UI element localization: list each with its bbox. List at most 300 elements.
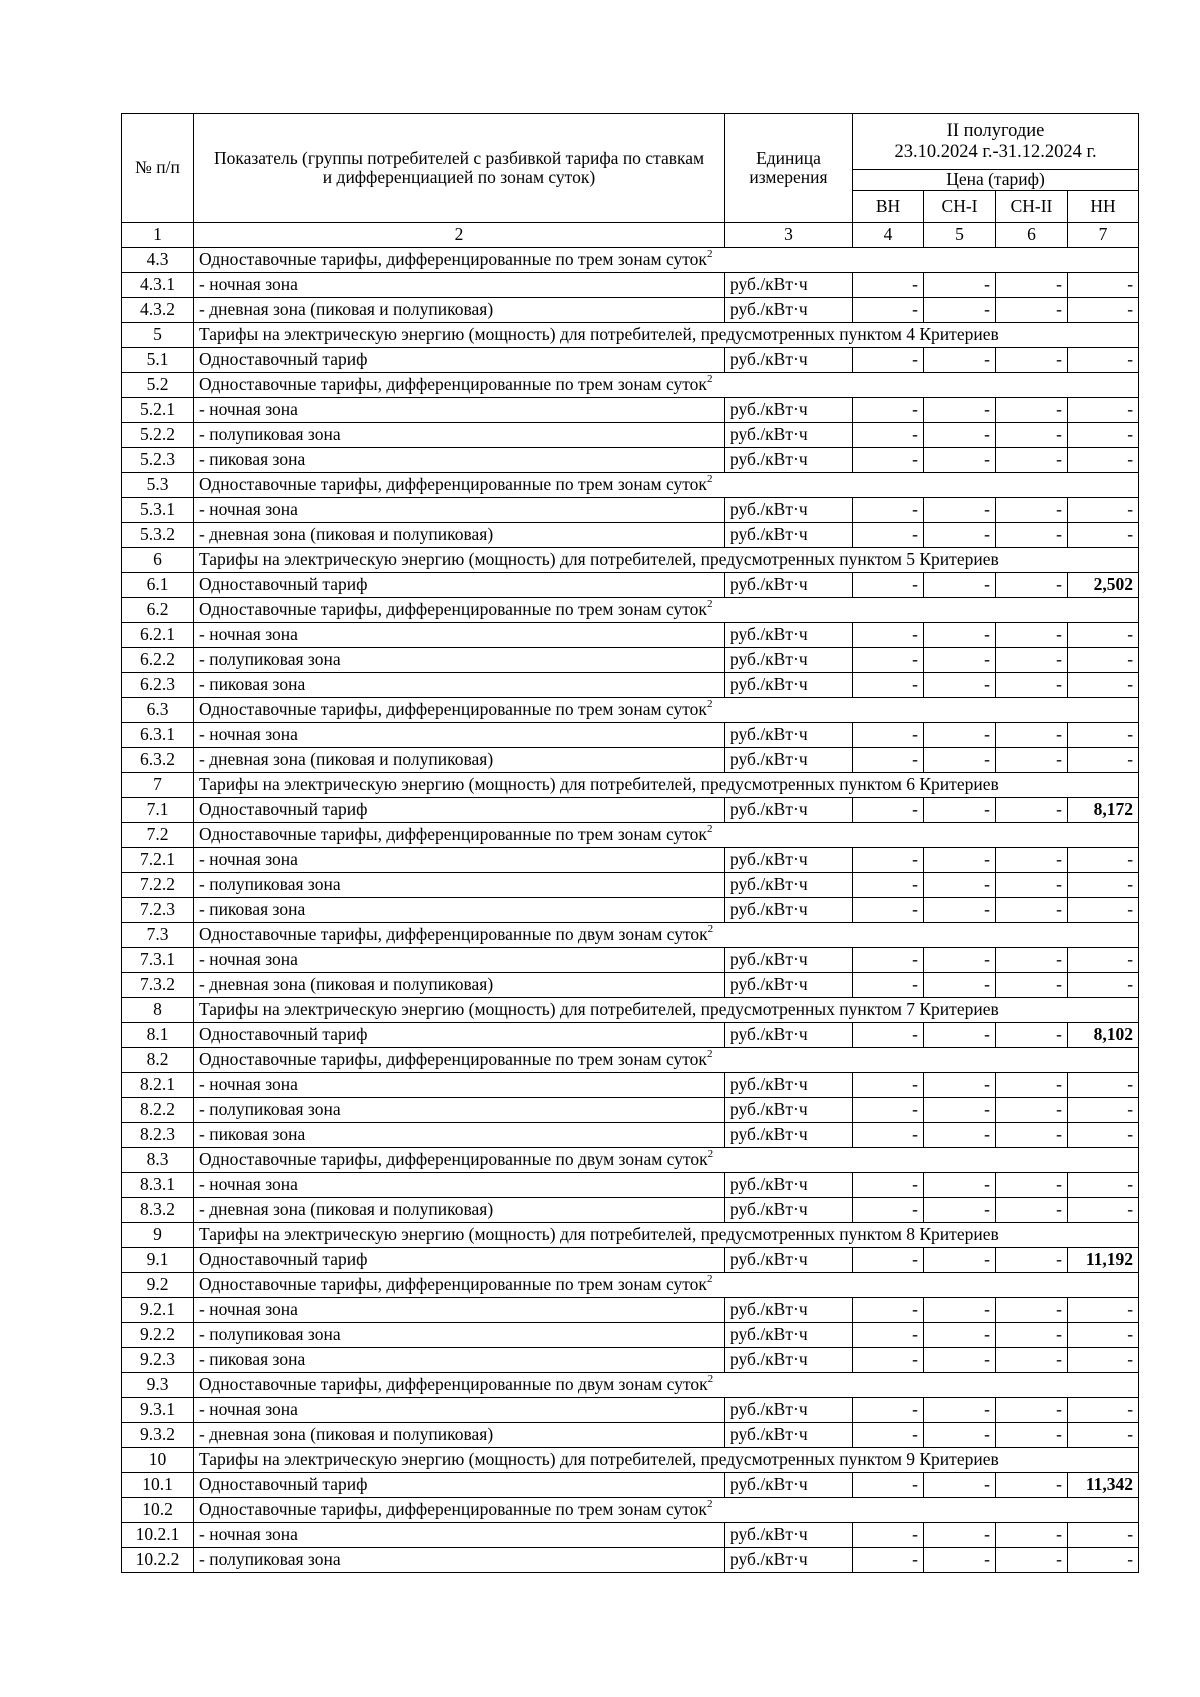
row-indicator <box>194 598 1139 623</box>
row-unit: руб./кВт·ч <box>725 1323 853 1348</box>
tariff-value: - <box>924 1073 996 1098</box>
row-unit: руб./кВт·ч <box>725 848 853 873</box>
row-number: 8.1 <box>122 1023 194 1048</box>
tariff-value: - <box>996 498 1068 523</box>
column-number: 2 <box>194 223 725 248</box>
tariff-value: - <box>996 873 1068 898</box>
tariff-value: - <box>853 1173 924 1198</box>
row-number: 6.2.2 <box>122 648 194 673</box>
tariff-value: - <box>996 573 1068 598</box>
row-indicator <box>194 1023 725 1048</box>
table-section-row <box>122 1223 1139 1248</box>
row-unit: руб./кВт·ч <box>725 498 853 523</box>
tariff-value: - <box>996 423 1068 448</box>
row-unit: руб./кВт·ч <box>725 873 853 898</box>
footnote-marker: 2 <box>707 923 714 936</box>
row-unit: руб./кВт·ч <box>725 1348 853 1373</box>
table-row <box>122 1173 1139 1198</box>
row-indicator <box>194 1173 725 1198</box>
row-number: 7.3.1 <box>122 948 194 973</box>
tariff-value: - <box>1068 398 1139 423</box>
tariff-value: - <box>996 748 1068 773</box>
tariff-value: - <box>924 1248 996 1273</box>
row-indicator <box>194 723 725 748</box>
tariff-value: - <box>1068 648 1139 673</box>
row-indicator-text: - ночная зона <box>199 1074 298 1095</box>
table-row <box>122 1323 1139 1348</box>
header-price: Цена (тариф) <box>853 170 1139 191</box>
tariff-value: - <box>853 673 924 698</box>
tariff-value: 11,342 <box>1068 1473 1139 1498</box>
table-row <box>122 1348 1139 1373</box>
row-unit: руб./кВт·ч <box>725 423 853 448</box>
row-number: 8.3 <box>122 1148 194 1173</box>
row-indicator-text: Одноставочные тарифы, дифференцированные по двум зонам суток <box>199 1374 708 1395</box>
row-indicator-text: Одноставочные тарифы, дифференцированные по трем зонам суток <box>199 599 707 620</box>
row-number: 9.3 <box>122 1373 194 1398</box>
tariff-value: - <box>924 948 996 973</box>
row-indicator-text: - дневная зона (пиковая и полупиковая) <box>199 749 494 770</box>
table-section-row <box>122 998 1139 1023</box>
row-indicator-text: Одноставочные тарифы, дифференцированные по трем зонам суток <box>199 1274 707 1295</box>
row-number: 6.3.1 <box>122 723 194 748</box>
tariff-value: - <box>1068 1073 1139 1098</box>
row-number: 8.3.2 <box>122 1198 194 1223</box>
tariff-value: - <box>924 1548 996 1573</box>
row-number: 8.2.1 <box>122 1073 194 1098</box>
row-number: 6.2.3 <box>122 673 194 698</box>
tariff-value: - <box>996 1123 1068 1148</box>
row-indicator-text: - пиковая зона <box>199 449 306 470</box>
table-section-row <box>122 548 1139 573</box>
row-number: 6.2 <box>122 598 194 623</box>
footnote-marker: 2 <box>706 598 713 611</box>
row-indicator <box>194 348 725 373</box>
row-unit: руб./кВт·ч <box>725 1023 853 1048</box>
row-unit: руб./кВт·ч <box>725 673 853 698</box>
tariff-value: - <box>853 523 924 548</box>
tariff-value: - <box>853 573 924 598</box>
table-section-row <box>122 1448 1139 1473</box>
table-row <box>122 1548 1139 1573</box>
tariff-value: - <box>996 1248 1068 1273</box>
tariff-value: - <box>996 448 1068 473</box>
row-indicator <box>194 498 725 523</box>
tariff-value: - <box>1068 523 1139 548</box>
column-number: 6 <box>996 223 1068 248</box>
table-row <box>122 1123 1139 1148</box>
row-indicator <box>194 1123 725 1148</box>
row-unit: руб./кВт·ч <box>725 1398 853 1423</box>
column-number: 1 <box>122 223 194 248</box>
row-number: 9 <box>122 1223 194 1248</box>
tariff-value: - <box>853 948 924 973</box>
row-indicator <box>194 648 725 673</box>
tariff-value: - <box>996 648 1068 673</box>
tariff-value: - <box>853 1398 924 1423</box>
row-indicator-text: - дневная зона (пиковая и полупиковая) <box>199 974 494 995</box>
row-indicator <box>194 548 1139 573</box>
row-number: 4.3.1 <box>122 273 194 298</box>
row-indicator-text: - полупиковая зона <box>199 874 341 895</box>
row-number: 5.2.1 <box>122 398 194 423</box>
tariff-value: - <box>1068 423 1139 448</box>
header-level-sn2: СН-II <box>996 191 1068 223</box>
tariff-value: - <box>996 798 1068 823</box>
row-indicator <box>194 523 725 548</box>
row-indicator <box>194 1323 725 1348</box>
table-row <box>122 1248 1139 1273</box>
row-number: 6.3 <box>122 698 194 723</box>
row-indicator-text: - ночная зона <box>199 1399 298 1420</box>
tariff-value: - <box>924 723 996 748</box>
table-row <box>122 898 1139 923</box>
tariff-value: - <box>853 498 924 523</box>
row-indicator-text: - полупиковая зона <box>199 1324 341 1345</box>
tariff-value: - <box>996 1073 1068 1098</box>
row-unit: руб./кВт·ч <box>725 1248 853 1273</box>
row-unit: руб./кВт·ч <box>725 1123 853 1148</box>
tariff-value: - <box>853 1323 924 1348</box>
table-section-row <box>122 473 1139 498</box>
table-row <box>122 973 1139 998</box>
row-indicator-text: Одноставочный тариф <box>199 1249 368 1270</box>
row-indicator-text: Тарифы на электрическую энергию (мощность) для потребителей, предусмотренных пунктом 9 Критериев <box>199 1449 999 1470</box>
row-indicator-text: - ночная зона <box>199 499 298 520</box>
header-unit: Единица измерения <box>725 114 853 223</box>
tariff-value: 2,502 <box>1068 573 1139 598</box>
row-number: 9.3.2 <box>122 1423 194 1448</box>
row-indicator-text: Тарифы на электрическую энергию (мощность) для потребителей, предусмотренных пунктом 7 Критериев <box>199 999 999 1020</box>
tariff-value: - <box>924 623 996 648</box>
tariff-value: - <box>924 298 996 323</box>
tariff-value: - <box>924 573 996 598</box>
row-indicator <box>194 573 725 598</box>
row-indicator-text: - дневная зона (пиковая и полупиковая) <box>199 524 494 545</box>
tariff-value: - <box>924 398 996 423</box>
header-level-sn1: СН-I <box>924 191 996 223</box>
header-level-vn: ВН <box>853 191 924 223</box>
footnote-marker: 2 <box>706 373 713 386</box>
footnote-marker: 2 <box>707 1373 714 1386</box>
table-row <box>122 1523 1139 1548</box>
row-number: 10.2 <box>122 1498 194 1523</box>
row-unit: руб./кВт·ч <box>725 1298 853 1323</box>
tariff-value: - <box>853 1023 924 1048</box>
tariff-value: - <box>996 1398 1068 1423</box>
footnote-marker: 2 <box>706 823 713 836</box>
tariff-value: - <box>853 348 924 373</box>
row-indicator-text: - пиковая зона <box>199 1124 306 1145</box>
tariff-value: - <box>924 1198 996 1223</box>
tariff-value: - <box>924 1123 996 1148</box>
tariff-value: - <box>853 1423 924 1448</box>
tariff-value: - <box>853 1348 924 1373</box>
row-unit: руб./кВт·ч <box>725 448 853 473</box>
tariff-value: 8,172 <box>1068 798 1139 823</box>
tariff-value: - <box>924 1023 996 1048</box>
row-indicator-text: - дневная зона (пиковая и полупиковая) <box>199 1199 494 1220</box>
row-unit: руб./кВт·ч <box>725 723 853 748</box>
row-indicator <box>194 1348 725 1373</box>
tariff-value: - <box>924 898 996 923</box>
table-row <box>122 948 1139 973</box>
tariff-value: - <box>996 348 1068 373</box>
row-indicator-text: - полупиковая зона <box>199 1549 341 1570</box>
footnote-marker: 2 <box>706 473 713 486</box>
row-indicator <box>194 1548 725 1573</box>
tariff-value: - <box>1068 498 1139 523</box>
tariff-value: - <box>853 1298 924 1323</box>
table-row <box>122 1098 1139 1123</box>
tariff-value: - <box>924 1523 996 1548</box>
tariff-value: - <box>853 1098 924 1123</box>
tariff-value: - <box>853 973 924 998</box>
row-indicator-text: Одноставочные тарифы, дифференцированные по двум зонам суток <box>199 924 708 945</box>
table-row <box>122 1473 1139 1498</box>
table-section-row <box>122 373 1139 398</box>
row-indicator-text: Тарифы на электрическую энергию (мощность) для потребителей, предусмотренных пунктом 6 Критериев <box>199 774 999 795</box>
table-row <box>122 298 1139 323</box>
tariff-value: - <box>924 1473 996 1498</box>
table-row <box>122 1198 1139 1223</box>
row-unit: руб./кВт·ч <box>725 1473 853 1498</box>
tariff-value: - <box>1068 298 1139 323</box>
tariff-value: - <box>924 348 996 373</box>
row-indicator <box>194 1448 1139 1473</box>
row-number: 8.2.3 <box>122 1123 194 1148</box>
row-indicator <box>194 1198 725 1223</box>
row-number: 9.2.3 <box>122 1348 194 1373</box>
tariff-value: - <box>853 873 924 898</box>
row-indicator-text: - ночная зона <box>199 1299 298 1320</box>
row-indicator <box>194 1373 1139 1398</box>
row-indicator <box>194 473 1139 498</box>
table-section-row <box>122 698 1139 723</box>
tariff-value: - <box>996 1423 1068 1448</box>
tariff-value: - <box>924 648 996 673</box>
row-number: 7.2.3 <box>122 898 194 923</box>
table-row <box>122 348 1139 373</box>
table-section-row <box>122 1048 1139 1073</box>
row-number: 5.1 <box>122 348 194 373</box>
tariff-value: - <box>996 273 1068 298</box>
table-row <box>122 498 1139 523</box>
tariff-value: - <box>996 973 1068 998</box>
row-number: 6.1 <box>122 573 194 598</box>
table-row <box>122 523 1139 548</box>
row-unit: руб./кВт·ч <box>725 798 853 823</box>
row-indicator-text: - ночная зона <box>199 274 298 295</box>
row-indicator <box>194 923 1139 948</box>
footnote-marker: 2 <box>706 1498 713 1511</box>
tariff-value: - <box>853 423 924 448</box>
row-indicator <box>194 848 725 873</box>
tariff-value: - <box>1068 848 1139 873</box>
row-number: 5.3 <box>122 473 194 498</box>
row-indicator-text: - ночная зона <box>199 1524 298 1545</box>
row-unit: руб./кВт·ч <box>725 1548 853 1573</box>
row-indicator <box>194 248 1139 273</box>
table-row <box>122 623 1139 648</box>
row-indicator <box>194 1223 1139 1248</box>
row-indicator-text: - пиковая зона <box>199 674 306 695</box>
row-number: 6.3.2 <box>122 748 194 773</box>
row-number: 10 <box>122 1448 194 1473</box>
tariff-value: - <box>853 448 924 473</box>
tariff-value: - <box>996 898 1068 923</box>
period-dates: 23.10.2024 г.-31.12.2024 г. <box>894 141 1097 162</box>
row-indicator-text: Одноставочный тариф <box>199 1024 368 1045</box>
tariff-value: 8,102 <box>1068 1023 1139 1048</box>
tariff-value: - <box>924 448 996 473</box>
tariff-value: - <box>924 973 996 998</box>
row-number: 8.2 <box>122 1048 194 1073</box>
table-section-row <box>122 1148 1139 1173</box>
tariff-value: - <box>1068 1548 1139 1573</box>
row-indicator <box>194 973 725 998</box>
row-unit: руб./кВт·ч <box>725 573 853 598</box>
row-indicator <box>194 1248 725 1273</box>
period-title: II полугодие <box>946 121 1045 142</box>
row-unit: руб./кВт·ч <box>725 523 853 548</box>
tariff-value: - <box>1068 673 1139 698</box>
tariff-value: - <box>924 1298 996 1323</box>
row-number: 10.2.2 <box>122 1548 194 1573</box>
tariff-value: - <box>853 723 924 748</box>
tariff-value: - <box>924 673 996 698</box>
row-number: 5.2.2 <box>122 423 194 448</box>
tariff-value: - <box>1068 348 1139 373</box>
tariff-value: - <box>1068 748 1139 773</box>
row-number: 7 <box>122 773 194 798</box>
tariff-table <box>121 113 1139 1573</box>
tariff-value: - <box>996 723 1068 748</box>
row-number: 5.2.3 <box>122 448 194 473</box>
row-unit: руб./кВт·ч <box>725 398 853 423</box>
tariff-value: - <box>853 748 924 773</box>
row-indicator <box>194 698 1139 723</box>
tariff-value: - <box>924 873 996 898</box>
row-indicator-text: Одноставочные тарифы, дифференцированные по двум зонам суток <box>199 1149 708 1170</box>
table-section-row <box>122 248 1139 273</box>
table-row <box>122 748 1139 773</box>
table-section-row <box>122 823 1139 848</box>
row-indicator-text: Одноставочные тарифы, дифференцированные по трем зонам суток <box>199 474 707 495</box>
row-number: 6.2.1 <box>122 623 194 648</box>
tariff-value: - <box>1068 873 1139 898</box>
row-indicator-text: - полупиковая зона <box>199 1099 341 1120</box>
row-indicator <box>194 998 1139 1023</box>
tariff-value: - <box>853 398 924 423</box>
table-row <box>122 723 1139 748</box>
row-indicator-text: Тарифы на электрическую энергию (мощность) для потребителей, предусмотренных пунктом 4 Критериев <box>199 324 999 345</box>
tariff-value: - <box>1068 448 1139 473</box>
row-number: 8.3.1 <box>122 1173 194 1198</box>
column-numbers-row <box>122 223 1139 248</box>
tariff-value: - <box>924 273 996 298</box>
table-section-row <box>122 1273 1139 1298</box>
row-number: 10.1 <box>122 1473 194 1498</box>
tariff-value: - <box>1068 1323 1139 1348</box>
row-indicator-text: - ночная зона <box>199 849 298 870</box>
row-indicator-text: Одноставочные тарифы, дифференцированные по трем зонам суток <box>199 374 707 395</box>
row-indicator <box>194 423 725 448</box>
table-row <box>122 1073 1139 1098</box>
row-unit: руб./кВт·ч <box>725 1073 853 1098</box>
tariff-value: - <box>853 1073 924 1098</box>
footnote-marker: 2 <box>706 1273 713 1286</box>
table-row <box>122 448 1139 473</box>
tariff-value: - <box>996 1023 1068 1048</box>
tariff-value: - <box>1068 1523 1139 1548</box>
tariff-value: - <box>924 798 996 823</box>
row-unit: руб./кВт·ч <box>725 1523 853 1548</box>
table-body <box>122 248 1139 1573</box>
tariff-value: - <box>996 1198 1068 1223</box>
row-indicator-text: - ночная зона <box>199 724 298 745</box>
tariff-value: - <box>853 1523 924 1548</box>
tariff-value: - <box>996 623 1068 648</box>
column-number: 5 <box>924 223 996 248</box>
tariff-value: - <box>1068 1398 1139 1423</box>
table-section-row <box>122 1373 1139 1398</box>
tariff-value: - <box>996 523 1068 548</box>
row-indicator <box>194 1098 725 1123</box>
tariff-value: - <box>996 1548 1068 1573</box>
row-indicator <box>194 1073 725 1098</box>
row-number: 6 <box>122 548 194 573</box>
row-unit: руб./кВт·ч <box>725 273 853 298</box>
row-number: 9.2 <box>122 1273 194 1298</box>
row-indicator <box>194 373 1139 398</box>
tariff-value: - <box>1068 898 1139 923</box>
row-indicator <box>194 1273 1139 1298</box>
tariff-value: - <box>853 1123 924 1148</box>
header-indicator: Показатель (группы потребителей с разбивкой тарифа по ставкам и дифференциацией по зонам суток) <box>194 114 725 223</box>
table-row <box>122 873 1139 898</box>
row-indicator <box>194 773 1139 798</box>
tariff-value: - <box>924 1323 996 1348</box>
row-unit: руб./кВт·ч <box>725 1423 853 1448</box>
tariff-value: - <box>853 1548 924 1573</box>
row-indicator-text: - ночная зона <box>199 624 298 645</box>
tariff-value: - <box>1068 1298 1139 1323</box>
row-indicator-text: Одноставочные тарифы, дифференцированные по трем зонам суток <box>199 249 707 270</box>
row-indicator-text: Одноставочные тарифы, дифференцированные по трем зонам суток <box>199 1049 707 1070</box>
row-number: 7.3.2 <box>122 973 194 998</box>
tariff-value: - <box>924 848 996 873</box>
tariff-value: - <box>924 1398 996 1423</box>
tariff-value: - <box>996 948 1068 973</box>
row-indicator <box>194 873 725 898</box>
row-indicator <box>194 823 1139 848</box>
row-number: 9.1 <box>122 1248 194 1273</box>
row-unit: руб./кВт·ч <box>725 623 853 648</box>
tariff-value: - <box>996 398 1068 423</box>
table-header <box>122 114 1139 248</box>
tariff-value: - <box>1068 1123 1139 1148</box>
row-number: 5.3.1 <box>122 498 194 523</box>
tariff-value: - <box>853 1198 924 1223</box>
row-indicator-text: - пиковая зона <box>199 899 306 920</box>
table-row <box>122 573 1139 598</box>
row-indicator <box>194 798 725 823</box>
footnote-marker: 2 <box>706 698 713 711</box>
tariff-value: - <box>924 498 996 523</box>
row-indicator <box>194 1148 1139 1173</box>
tariff-value: - <box>853 798 924 823</box>
